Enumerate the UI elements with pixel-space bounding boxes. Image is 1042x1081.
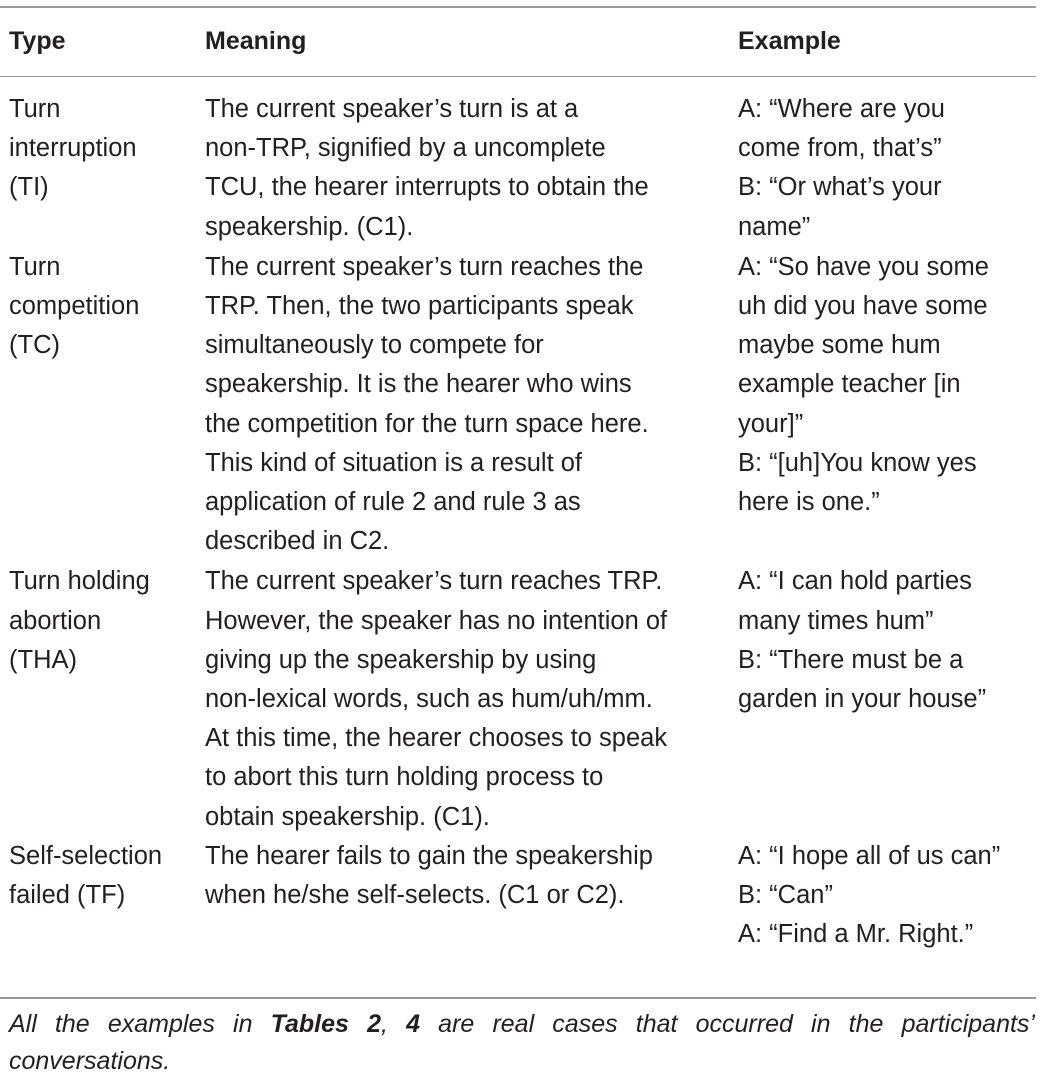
footnote-table-4-ref[interactable]: 4 xyxy=(406,1010,420,1038)
cell-example xyxy=(738,561,1036,836)
text-line: (TI) xyxy=(9,173,49,202)
text-line: (TC) xyxy=(9,331,60,360)
footnote-tables-ref[interactable]: Tables 2 xyxy=(270,1010,381,1038)
text-line: A: “I can hold parties xyxy=(738,567,972,596)
text-line: B: “There must be a xyxy=(738,645,964,674)
text-line: Turn xyxy=(9,95,61,123)
text-line: (THA) xyxy=(9,645,77,674)
footnote-prefix: All the examples in xyxy=(9,1010,271,1038)
text-line: many times hum” xyxy=(738,606,934,635)
text-line: maybe some hum xyxy=(738,331,941,360)
cell-example xyxy=(738,76,1036,247)
text-line: speakership. (C1). xyxy=(205,212,414,241)
text-line: The current speaker’s turn is at a xyxy=(205,95,579,123)
cell-meaning xyxy=(205,837,738,955)
text-line: A: “Find a Mr. Right.” xyxy=(738,920,974,949)
text-line: B: “[uh]You know yes xyxy=(738,448,977,477)
table-row xyxy=(0,561,1036,836)
text-line: your]” xyxy=(738,409,804,438)
footnote-separator: , xyxy=(380,1010,407,1038)
header-example: Example xyxy=(738,27,841,55)
text-line: here is one.” xyxy=(738,488,880,517)
text-line: described in C2. xyxy=(205,527,390,556)
text-line: A: “I hope all of us can” xyxy=(738,841,1001,870)
header-type: Type xyxy=(9,27,66,55)
text-line: garden in your house” xyxy=(738,685,987,714)
text-line: The hearer fails to gain the speakership xyxy=(205,841,653,870)
text-line: obtain speakership. (C1). xyxy=(205,802,490,831)
text-line: competition xyxy=(9,292,140,321)
text-line: come from, that’s” xyxy=(738,134,942,163)
text-line: failed (TF) xyxy=(9,881,126,910)
text-line: example teacher [in xyxy=(738,370,961,399)
text-line: Turn holding xyxy=(9,567,150,596)
text-line: non-lexical words, such as hum/uh/mm. xyxy=(205,685,653,714)
text-line: B: “Or what’s your xyxy=(738,173,942,202)
text-line: Turn xyxy=(9,252,61,281)
text-line: giving up the speakership by using xyxy=(205,645,597,674)
table-footnote xyxy=(9,1006,1035,1080)
text-line: The current speaker’s turn reaches TRP. xyxy=(205,567,663,596)
text-line: This kind of situation is a result of xyxy=(205,448,583,477)
table-row xyxy=(0,247,1036,562)
text-line: A: “Where are you xyxy=(738,95,945,123)
text-line: At this time, the hearer chooses to speak xyxy=(205,724,668,753)
text-line: Self-selection xyxy=(9,841,163,870)
cell-meaning xyxy=(205,561,738,836)
header-meaning: Meaning xyxy=(205,27,307,55)
cell-meaning xyxy=(205,247,738,562)
text-line: name” xyxy=(738,212,811,241)
table-header-row xyxy=(0,8,1036,76)
text-line: application of rule 2 and rule 3 as xyxy=(205,488,581,517)
text-line: simultaneously to compete for xyxy=(205,331,544,360)
cell-example xyxy=(738,837,1036,955)
text-line: TCU, the hearer interrupts to obtain the xyxy=(205,173,649,202)
cell-type xyxy=(0,837,205,955)
cell-meaning xyxy=(205,76,738,247)
table-row xyxy=(0,837,1036,955)
cell-type xyxy=(0,561,205,836)
text-line: TRP. Then, the two participants speak xyxy=(205,292,634,321)
conversation-turn-table xyxy=(0,8,1036,954)
text-line: uh did you have some xyxy=(738,292,988,321)
footnote-suffix: are real cases that occurred in the participants’ conversations. xyxy=(9,1010,1035,1075)
cell-example xyxy=(738,247,1036,562)
table-bottom-rule xyxy=(0,997,1036,999)
text-line: to abort this turn holding process to xyxy=(205,763,604,792)
text-line: when he/she self-selects. (C1 or C2). xyxy=(205,881,625,910)
text-line: speakership. It is the hearer who wins xyxy=(205,370,632,399)
text-line: However, the speaker has no intention of xyxy=(205,606,668,635)
text-line: The current speaker’s turn reaches the xyxy=(205,252,644,281)
text-line: abortion xyxy=(9,606,102,635)
table-row xyxy=(0,76,1036,247)
text-line: B: “Can” xyxy=(738,881,833,910)
text-line: non-TRP, signified by a uncomplete xyxy=(205,134,606,163)
cell-type xyxy=(0,247,205,562)
text-line: the competition for the turn space here. xyxy=(205,409,649,438)
text-line: interruption xyxy=(9,134,137,163)
text-line: A: “So have you some xyxy=(738,252,989,281)
cell-type xyxy=(0,76,205,247)
